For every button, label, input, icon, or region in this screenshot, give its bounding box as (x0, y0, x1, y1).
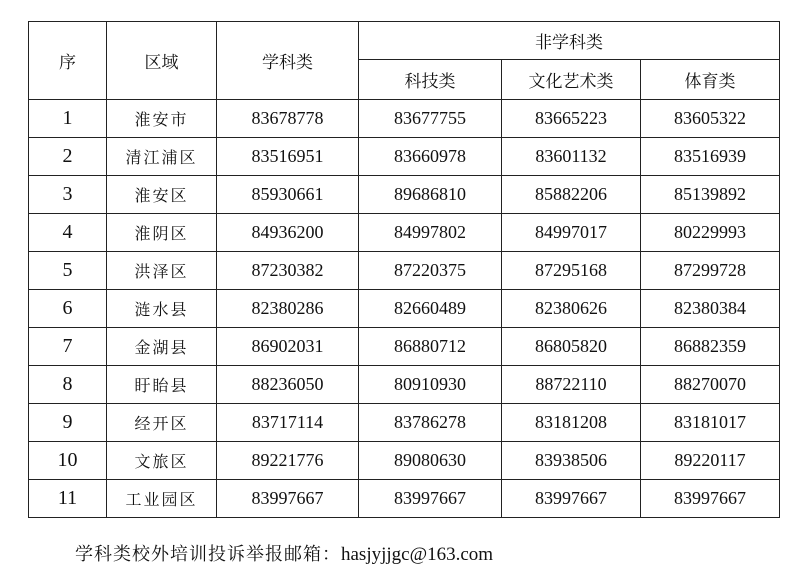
complaint-hotline-table (28, 21, 780, 518)
row-index: 9 (29, 404, 107, 442)
tech-phone: 89686810 (359, 176, 502, 214)
tech-phone: 83997667 (359, 480, 502, 518)
header-non-academic: 非学科类 (359, 22, 780, 60)
culture-art-phone: 82380626 (502, 290, 641, 328)
tech-phone: 83660978 (359, 138, 502, 176)
row-index: 8 (29, 366, 107, 404)
sports-phone: 85139892 (641, 176, 780, 214)
tech-phone: 83677755 (359, 100, 502, 138)
culture-art-phone: 88722110 (502, 366, 641, 404)
culture-art-phone: 83601132 (502, 138, 641, 176)
tech-phone: 83786278 (359, 404, 502, 442)
row-region: 金湖县 (107, 328, 217, 366)
sports-phone: 83605322 (641, 100, 780, 138)
table-row (29, 404, 780, 442)
academic-phone: 86902031 (217, 328, 359, 366)
row-index: 5 (29, 252, 107, 290)
academic-phone: 85930661 (217, 176, 359, 214)
table-row (29, 442, 780, 480)
row-region: 盱眙县 (107, 366, 217, 404)
row-region: 淮安市 (107, 100, 217, 138)
row-index: 11 (29, 480, 107, 518)
culture-art-phone: 87295168 (502, 252, 641, 290)
row-index: 10 (29, 442, 107, 480)
academic-phone: 82380286 (217, 290, 359, 328)
tech-phone: 80910930 (359, 366, 502, 404)
academic-phone: 84936200 (217, 214, 359, 252)
table-row (29, 366, 780, 404)
sports-phone: 83997667 (641, 480, 780, 518)
header-index: 序 (29, 22, 107, 100)
sports-phone: 87299728 (641, 252, 780, 290)
row-region: 洪泽区 (107, 252, 217, 290)
sports-phone: 89220117 (641, 442, 780, 480)
culture-art-phone: 83181208 (502, 404, 641, 442)
table-row (29, 100, 780, 138)
culture-art-phone: 83997667 (502, 480, 641, 518)
header-sports: 体育类 (641, 60, 780, 100)
sports-phone: 82380384 (641, 290, 780, 328)
table-row (29, 176, 780, 214)
row-region: 经开区 (107, 404, 217, 442)
tech-phone: 86880712 (359, 328, 502, 366)
sports-phone: 83516939 (641, 138, 780, 176)
academic-phone: 89221776 (217, 442, 359, 480)
row-region: 文旅区 (107, 442, 217, 480)
culture-art-phone: 84997017 (502, 214, 641, 252)
tech-phone: 82660489 (359, 290, 502, 328)
table-row (29, 252, 780, 290)
header-culture-art: 文化艺术类 (502, 60, 641, 100)
tech-phone: 84997802 (359, 214, 502, 252)
table-row (29, 214, 780, 252)
academic-phone: 83516951 (217, 138, 359, 176)
header-tech: 科技类 (359, 60, 502, 100)
culture-art-phone: 83938506 (502, 442, 641, 480)
academic-phone: 88236050 (217, 366, 359, 404)
sports-phone: 86882359 (641, 328, 780, 366)
sports-phone: 88270070 (641, 366, 780, 404)
sports-phone: 83181017 (641, 404, 780, 442)
sports-phone: 80229993 (641, 214, 780, 252)
header-academic: 学科类 (217, 22, 359, 100)
row-region: 工业园区 (107, 480, 217, 518)
row-region: 淮安区 (107, 176, 217, 214)
hotline-table-container (28, 21, 780, 518)
table-row (29, 328, 780, 366)
tech-phone: 87220375 (359, 252, 502, 290)
header-region: 区域 (107, 22, 217, 100)
academic-phone: 83678778 (217, 100, 359, 138)
complaint-email-address: hasjyjjgc@163.com (341, 544, 494, 565)
row-index: 1 (29, 100, 107, 138)
row-index: 7 (29, 328, 107, 366)
row-index: 3 (29, 176, 107, 214)
table-row (29, 480, 780, 518)
complaint-email-label: 学科类校外培训投诉举报邮箱： (75, 544, 341, 565)
row-index: 6 (29, 290, 107, 328)
academic-phone: 87230382 (217, 252, 359, 290)
tech-phone: 89080630 (359, 442, 502, 480)
complaint-email-note (75, 540, 493, 566)
row-region: 清江浦区 (107, 138, 217, 176)
row-index: 2 (29, 138, 107, 176)
culture-art-phone: 83665223 (502, 100, 641, 138)
academic-phone: 83997667 (217, 480, 359, 518)
row-region: 淮阴区 (107, 214, 217, 252)
culture-art-phone: 85882206 (502, 176, 641, 214)
row-index: 4 (29, 214, 107, 252)
row-region: 涟水县 (107, 290, 217, 328)
table-row (29, 138, 780, 176)
academic-phone: 83717114 (217, 404, 359, 442)
table-row (29, 290, 780, 328)
culture-art-phone: 86805820 (502, 328, 641, 366)
